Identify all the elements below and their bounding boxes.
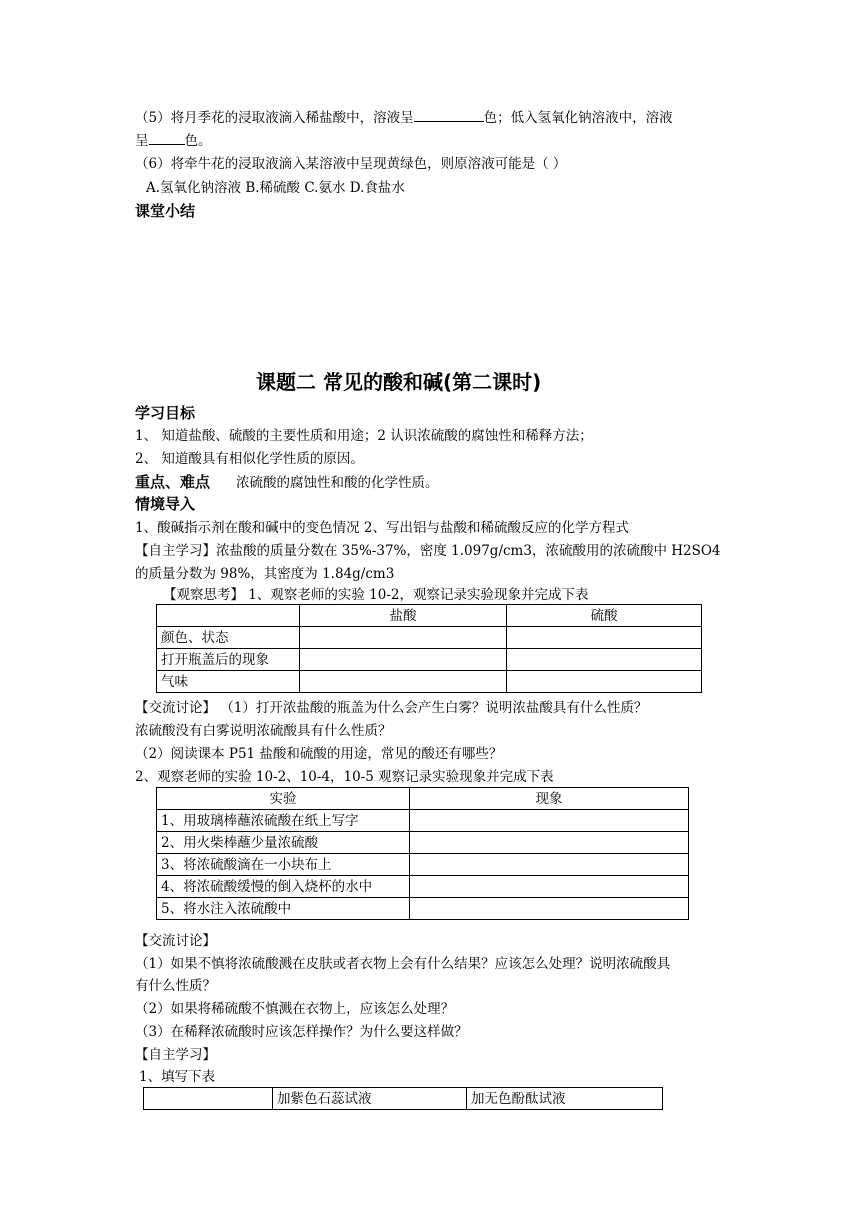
discussion1-line1: 【交流讨论】 （1）打开浓盐酸的瓶盖为什么会产生白雾？说明浓盐酸具有什么性质？ (135, 700, 648, 716)
experiment-cell: 5、将水注入浓硫酸中 (157, 898, 410, 920)
table-hcl-h2so4 (156, 604, 702, 693)
table-row (157, 649, 702, 671)
answer-cell[interactable] (507, 671, 702, 693)
keypoints-text: 浓硫酸的腐蚀性和酸的化学性质。 (236, 475, 439, 491)
row-label: 颜色、状态 (157, 627, 300, 649)
intro-line1: 1、酸碱指示剂在酸和碱中的变色情况 2、写出铝与盐酸和稀硫酸反应的化学方程式 (135, 520, 629, 536)
table-indicators (143, 1087, 663, 1110)
observe-line: 【观察思考】 1、观察老师的实验 10-2，观察记录实验现象并完成下表 (163, 587, 589, 603)
answer-cell[interactable] (410, 832, 689, 854)
answer-cell[interactable] (300, 671, 507, 693)
discussion2-heading: 【交流讨论】 (135, 933, 216, 949)
discussion1-line2: 浓硫酸没有白雾说明浓硫酸具有什么性质？ (135, 723, 392, 739)
q5-text-line2-before: 呈 (135, 133, 149, 149)
table-header-cell: 加紫色石蕊试液 (273, 1088, 467, 1110)
q5-text-line2-after: 色。 (184, 133, 212, 149)
discussion2-line1: （1）如果不慎将浓硫酸溅在皮肤或者衣物上会有什么结果？应该怎么处理？说明浓硫酸具 (135, 956, 671, 972)
goals-line2: 2、 知道酸具有相似化学性质的原因。 (135, 451, 364, 467)
table-header-cell (144, 1088, 273, 1110)
intro-heading: 情境导入 (135, 495, 196, 513)
row-label: 打开瓶盖后的现象 (157, 649, 300, 671)
experiment-cell: 3、将浓硫酸滴在一小块布上 (157, 854, 410, 876)
answer-cell[interactable] (410, 854, 689, 876)
table-header-cell: 实验 (157, 788, 410, 810)
answer-cell[interactable] (410, 876, 689, 898)
table-header-cell: 硫酸 (507, 605, 702, 627)
table-row (157, 810, 689, 832)
answer-cell[interactable] (507, 627, 702, 649)
q5-text-middle: 色；低入氢氧化钠溶液中，溶液 (483, 110, 673, 126)
keypoints-line (135, 472, 439, 493)
table-row (157, 876, 689, 898)
table-header-row (144, 1088, 663, 1110)
keypoints-heading: 重点、难点 (135, 473, 211, 491)
row-label: 气味 (157, 671, 300, 693)
goals-heading: 学习目标 (135, 404, 196, 422)
table-row (157, 832, 689, 854)
self-study2-line1: 1、填写下表 (139, 1069, 216, 1085)
experiment-cell: 2、用火柴棒蘸少量浓硫酸 (157, 832, 410, 854)
answer-cell[interactable] (300, 649, 507, 671)
discussion1-line4: 2、观察老师的实验 10-2、10-4，10-5 观察记录实验现象并完成下表 (135, 769, 554, 785)
answer-cell[interactable] (507, 649, 702, 671)
table-row (157, 898, 689, 920)
table-row (157, 671, 702, 693)
table-header-row (157, 605, 702, 627)
answer-cell[interactable] (300, 627, 507, 649)
table-row (157, 854, 689, 876)
q5-blank-1[interactable] (414, 107, 484, 122)
discussion2-line4: （3）在稀释浓硫酸时应该怎样操作？为什么要这样做？ (135, 1024, 468, 1040)
q6-options: A.氢氧化钠溶液 B.稀硫酸 C.氨水 D.食盐水 (146, 180, 405, 196)
answer-cell[interactable] (410, 810, 689, 832)
table-experiments (156, 787, 689, 920)
q6-question: （6）将牵牛花的浸取液滴入某溶液中呈现黄绿色，则原溶液可能是（ ） (135, 156, 567, 172)
experiment-cell: 4、将浓硫酸缓慢的倒入烧杯的水中 (157, 876, 410, 898)
summary-heading: 课堂小结 (135, 202, 196, 220)
self-study-line2: 的质量分数为 98%，其密度为 1.84g/cm3 (135, 566, 395, 582)
table-header-cell: 加无色酚酞试液 (467, 1088, 663, 1110)
discussion2-line3: （2）如果将稀硫酸不慎溅在衣物上，应该怎么处理？ (135, 1001, 455, 1017)
discussion2-line2: 有什么性质？ (135, 978, 216, 994)
table-row (157, 627, 702, 649)
table-header-cell: 现象 (410, 788, 689, 810)
q5-line1 (135, 107, 673, 128)
q5-line2 (135, 130, 212, 151)
answer-cell[interactable] (410, 898, 689, 920)
discussion1-line3: （2）阅读课本 P51 盐酸和硫酸的用途，常见的酸还有哪些？ (135, 746, 503, 762)
page-title: 课题二 常见的酸和碱(第二课时) (256, 370, 542, 394)
q5-text-before: （5）将月季花的浸取液滴入稀盐酸中，溶液呈 (135, 110, 414, 126)
self-study2-heading: 【自主学习】 (135, 1047, 216, 1063)
table-header-cell (157, 605, 300, 627)
experiment-cell: 1、用玻璃棒蘸浓硫酸在纸上写字 (157, 810, 410, 832)
table-header-cell: 盐酸 (300, 605, 507, 627)
q5-blank-2[interactable] (149, 130, 185, 145)
goals-line1: 1、 知道盐酸、硫酸的主要性质和用途；2 认识浓硫酸的腐蚀性和稀释方法； (135, 428, 593, 444)
table-header-row (157, 788, 689, 810)
self-study-line1: 【自主学习】浓盐酸的质量分数在 35%-37%，密度 1.097g/cm3，浓硫酸用的浓硫酸中 H2SO4 (135, 543, 721, 559)
